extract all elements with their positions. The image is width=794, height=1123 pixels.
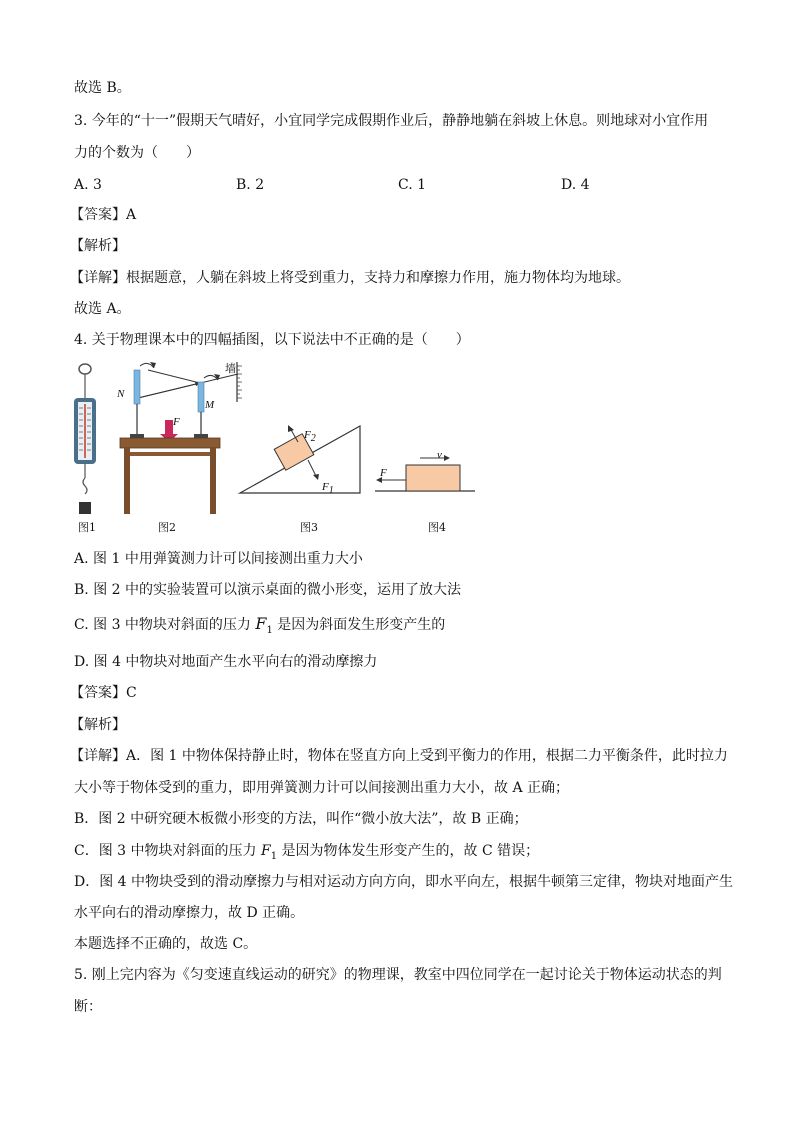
q4-answer (70, 683, 137, 703)
caption-fig1: 图1 (78, 521, 96, 534)
q4-detail-d2: 水平向右的滑动摩擦力，故 D 正确。 (74, 905, 305, 921)
spring-scale-diagram (74, 364, 96, 514)
q3-analysis-tag: 【解析】 (70, 238, 126, 254)
q4-option-a: A. 图 1 中用弹簧测力计可以间接测出重力大小 (74, 551, 363, 567)
q4-detail-b: B．图 2 中研究硬木板微小形变的方法，叫作“微小放大法”，故 B 正确； (74, 811, 528, 827)
label-f-fig2: F (173, 416, 180, 428)
q3-option-a: A. 3 (74, 177, 102, 193)
q3-stem-line1: 3. 今年的“十一”假期天气晴好，小宜同学完成假期作业后，静静地躺在斜坡上休息。则地球对小宜作用 (74, 113, 709, 129)
q4-option-d: D. 图 4 中物块对地面产生水平向右的滑动摩擦力 (74, 654, 378, 670)
q4-conclusion: 本题选择不正确的，故选 C。 (74, 936, 258, 952)
q4-detail-a1: 【详解】A．图 1 中物体保持静止时，物体在竖直方向上受到平衡力的作用，根据二力平衡条件，此时拉力 (70, 748, 728, 764)
q3-stem-line2: 力的个数为（ ） (74, 145, 200, 161)
caption-fig4: 图4 (428, 521, 446, 534)
q4-analysis-tag: 【解析】 (70, 717, 126, 733)
answer-value: A (126, 207, 137, 223)
label-f1: $F_1$ (322, 481, 334, 497)
q4-option-c: C. 图 3 中物块对斜面的压力 $F_1$ 是因为斜面发生形变产生的 (74, 614, 446, 636)
label-f-fig4: F (380, 467, 387, 479)
q4-stem: 4. 关于物理课本中的四幅插图，以下说法中不正确的是（ ） (74, 332, 470, 348)
detail-text: 根据题意，人躺在斜坡上将受到重力，支持力和摩擦力作用，施力物体均为地球。 (126, 270, 630, 286)
q3-option-d: D. 4 (561, 177, 590, 193)
q3-detail (70, 268, 630, 288)
q3-option-b: B. 2 (236, 177, 265, 193)
label-m: M (205, 399, 215, 411)
q3-answer (70, 205, 136, 225)
label-n: N (117, 388, 125, 400)
q3-option-c: C. 1 (398, 177, 427, 193)
incline-diagram (240, 425, 360, 493)
q4-detail-d1: D．图 4 中物块受到的滑动摩擦力与相对运动方向方向，即水平向左，根据牛顿第三定律，物块对地面产生 (74, 874, 734, 890)
answer-value: C (126, 685, 137, 701)
detail-tag: 【详解】 (70, 270, 126, 286)
q4-detail-a2: 大小等于物体受到的重力，即用弹簧测力计可以间接测出重力大小，故 A 正确； (74, 780, 570, 796)
q5-stem-line1: 5. 刚上完内容为《匀变速直线运动的研究》的物理课，教室中四位同学在一起讨论关于物体运动状态的判 (74, 967, 722, 983)
q4-detail-c: C．图 3 中物块对斜面的压力 $F_1$ 是因为物体发生形变产生的，故 C 错误； (74, 843, 540, 862)
prev-conclusion: 故选 B。 (74, 80, 131, 96)
q4-figure (70, 358, 490, 518)
caption-fig2: 图2 (158, 521, 176, 534)
answer-tag: 【答案】 (70, 207, 126, 223)
ground-block-diagram (375, 455, 475, 491)
q3-conclusion: 故选 A。 (74, 301, 131, 317)
table-mirror-diagram (120, 362, 242, 514)
caption-fig3: 图3 (300, 521, 318, 534)
label-v: v (437, 449, 442, 461)
q4-option-b: B. 图 2 中的实验装置可以演示桌面的微小形变，运用了放大法 (74, 582, 461, 598)
label-f2: $F_2$ (304, 429, 316, 445)
q5-stem-line2: 断： (74, 999, 102, 1015)
answer-tag: 【答案】 (70, 685, 126, 701)
wall-label: 墙 (225, 362, 236, 375)
